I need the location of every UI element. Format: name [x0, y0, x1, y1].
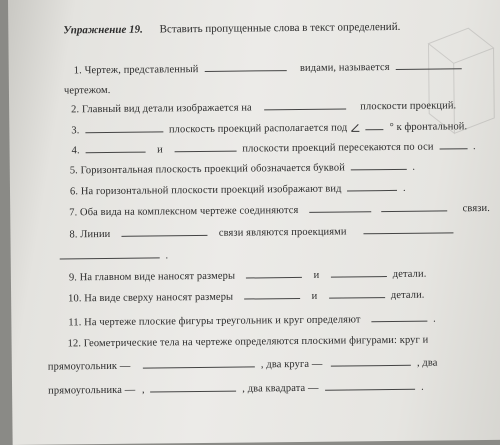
- item-12-text-c: , два круга —: [260, 358, 323, 371]
- item-3-blank-2[interactable]: [366, 128, 384, 130]
- item-12-period: .: [421, 381, 424, 393]
- item-11-period: .: [432, 313, 436, 325]
- item-3-text-a: плоскость проекций располагается под: [168, 122, 348, 136]
- item-6-period: .: [402, 182, 406, 194]
- item-6-text: 6. На горизонтальной плоскости проекций изображают вид: [69, 183, 342, 198]
- item-4-blank-1[interactable]: [85, 151, 145, 154]
- item-9-text-a: 9. На главном виде наносят размеры: [68, 270, 236, 284]
- item-10-text-a: 10. На виде сверху наносят размеры: [68, 291, 234, 305]
- item-7-blank-2[interactable]: [381, 209, 447, 212]
- item-12-text-b: прямоугольник —: [47, 360, 131, 373]
- item-12-text-e: прямоугольника —: [48, 384, 136, 397]
- item-9-blank-1[interactable]: [246, 276, 302, 279]
- item-12-text-g: , два квадрата —: [242, 382, 319, 395]
- item-9-text-b: детали.: [392, 268, 427, 280]
- item-2: [71, 100, 456, 115]
- item-7-text-b: связи.: [462, 202, 491, 215]
- item-11-blank[interactable]: [371, 320, 427, 323]
- item-3: [71, 121, 467, 136]
- item-2-text-a: 2. Главный вид детали изображается на: [71, 102, 252, 116]
- item-11: [68, 314, 436, 329]
- item-6: [70, 183, 406, 198]
- item-4-period: .: [472, 141, 476, 153]
- item-10-blank-1[interactable]: [244, 297, 300, 300]
- exercise-instruction: Вставить пропущенные слова в текст определений.: [159, 20, 401, 36]
- item-3-num: 3.: [71, 125, 80, 137]
- item-7-text-a: 7. Оба вида на комплексном чертеже соединяются: [69, 204, 299, 219]
- item-8-text-a: 8. Линии: [69, 228, 111, 241]
- item-4-text-a: плоскости проекций пересекаются по оси: [242, 141, 434, 155]
- item-4-blank-2[interactable]: [175, 150, 237, 153]
- item-2-blank-1[interactable]: [265, 107, 347, 110]
- item-12-blank-1[interactable]: [143, 365, 255, 368]
- item-4-and: и: [157, 144, 163, 156]
- item-8-cont: [57, 250, 169, 262]
- item-5-text: 5. Горизонтальная плоскость проекций обозначается буквой: [69, 162, 345, 177]
- item-12-blank-2[interactable]: [331, 364, 411, 367]
- item-5-blank[interactable]: [351, 168, 407, 171]
- item-12-line-2: [48, 358, 438, 373]
- item-8-blank-2[interactable]: [363, 231, 453, 234]
- item-8: [69, 225, 456, 240]
- angle-icon: [350, 123, 360, 131]
- item-1-text-a: 1. Чертеж, представленный: [73, 64, 199, 77]
- item-7-blank-1[interactable]: [309, 210, 371, 213]
- item-10-text-b: детали.: [390, 289, 425, 302]
- item-11-text: 11. На чертеже плоские фигуры треугольник и круг определяют: [68, 314, 361, 329]
- item-8-period: .: [165, 250, 169, 262]
- item-12-comma: ,: [141, 384, 145, 396]
- item-8-text-b: связи являются проекциями: [218, 226, 347, 239]
- item-1-blank-1[interactable]: [204, 69, 286, 72]
- item-9-and: и: [313, 269, 320, 281]
- item-12-line-3: [48, 382, 424, 397]
- item-5-period: .: [412, 161, 416, 173]
- item-12: [68, 335, 429, 350]
- item-7: [69, 203, 490, 218]
- item-12-blank-4[interactable]: [325, 388, 415, 391]
- faded-cube-drawing: [418, 23, 499, 144]
- item-4: [72, 141, 476, 156]
- item-8-blank-1[interactable]: [121, 234, 207, 237]
- item-1-text-c: чертежом.: [63, 84, 111, 97]
- worksheet-page: [8, 0, 500, 445]
- item-12-blank-3[interactable]: [151, 390, 237, 393]
- item-1: [74, 61, 465, 76]
- item-12-text-d: , два: [416, 357, 438, 369]
- item-8-blank-3[interactable]: [60, 256, 160, 259]
- item-5: [70, 162, 415, 177]
- item-10-and: и: [311, 290, 318, 302]
- item-10: [68, 290, 424, 305]
- item-9: [69, 269, 427, 284]
- exercise-heading: [63, 21, 400, 37]
- item-1-cont: [64, 85, 111, 96]
- item-4-blank-3[interactable]: [439, 147, 467, 149]
- item-2-text-b: плоскости проекций.: [360, 100, 457, 113]
- item-3-text-b: ° к фронтальной.: [389, 121, 468, 134]
- item-3-blank-1[interactable]: [85, 130, 163, 133]
- item-6-blank[interactable]: [347, 189, 397, 192]
- item-4-num: 4.: [71, 145, 80, 157]
- item-12-text-a: 12. Геометрические тела на чертеже определяются плоскими фигурами: круг и: [67, 334, 429, 350]
- item-1-text-b: видами, называется: [299, 62, 390, 74]
- item-10-blank-2[interactable]: [329, 296, 385, 299]
- exercise-number: Упражнение 19.: [63, 23, 143, 37]
- item-9-blank-2[interactable]: [331, 275, 387, 278]
